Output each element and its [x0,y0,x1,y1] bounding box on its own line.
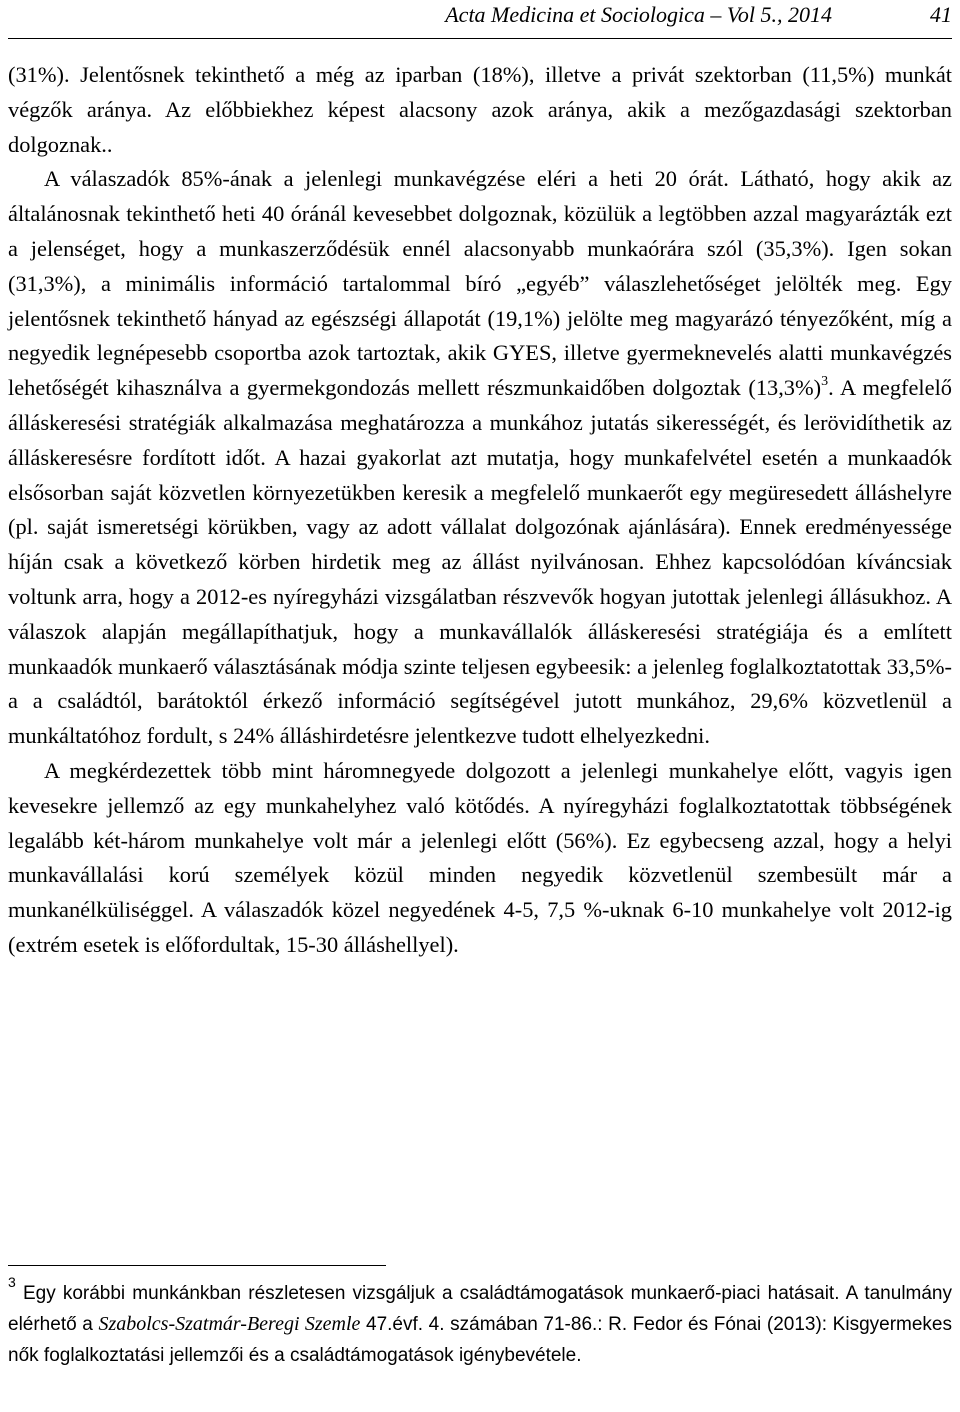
footnote-mark: 3 [8,1274,16,1290]
footnote [8,1274,953,1371]
journal-title: Acta Medicina et Sociologica – Vol 5., 2014 [445,2,832,27]
footnote-journal-title: Szabolcs-Szatmár-Beregi Szemle [98,1313,361,1335]
paragraph-2-text-a: A válaszadók 85%-ának a jelenlegi munkavégzése eléri a heti 20 órát. Látható, hogy akik az általánosnak tekinthető heti 40 óránál kevesebbet dolgoznak, közülük a legtöbben azzal magyarázták ezt a jelenséget, hogy a munkaszerződésük ennél alacsonyabb munkaórára szól (35,3%). Igen sokan (31,3%), a minimális információ tartalommal bíró „egyéb” válaszlehetőséget jelölték meg. Egy jelentősnek tekinthető hányad az egészségi állapotát (19,1%) jelölte meg magyarázó tényezőként, míg a negyedik legnépesebb csoportba azok tartoztak, akik GYES, illetve gyermeknevelés alatti munkavégzés lehetőségét kihasználva a gyermekgondozás mellett részmunkaidőben dolgoztak (13,3%) [8,166,952,401]
footnote-reference[interactable]: 3 [821,374,829,390]
paragraph-2-text-b: . A megfelelő álláskeresési stratégiák alkalmazása meghatározza a munkához jutatás sikerességét, és lerövidíthetik az álláskeresésre fordított időt. A hazai gyakorlat azt mutatja, hogy munkafelvétel esetén a munkaadók elsősorban saját közvetlen környezetükben keresik a megfelelő munkaerőt egy megüresedett álláshelyre (pl. saját ismeretségi körükben, vagy az adott vállalat dolgozónak ajánlására). Ennek eredményessége híján csak a következő körben hirdetik meg az állást nyilvánosan. Ehhez kapcsolódóan kíváncsiak voltunk arra, hogy a 2012-es nyíregyházi vizsgálatban részvevők hogyan jutottak jelenlegi állásukhoz. A válaszok alapján megállapíthatjuk, hogy a munkavállalók álláskeresési stratégiája és a említett munkaadók munkaerő választásának módja szinte teljesen egybeesik: a jelenleg foglalkoztatottak 33,5%-a a családtól, barátoktól érkező információ segítségével jutott munkához, 29,6% közvetlenül a munkáltatóhoz fordult, s 24% álláshirdetésre jelentkezve tudott elhelyezkedni. [8,375,952,749]
paragraph-2 [8,162,952,754]
page-number: 41 [930,2,952,27]
body-text [8,58,952,963]
running-header [8,0,952,39]
paragraph-3: A megkérdezettek több mint háromnegyede dolgozott a jelenlegi munkahelye előtt, vagyis igen kevesekre jellemző az egy munkahelyhez való kötődés. A nyíregyházi foglalkoztatottak többségének legalább két-három munkahelye volt már a jelenlegi előtt (56%). Ez egybecseng azzal, hogy a helyi munkavállalási korú személyek közül minden negyedik közvetlenül szembesült már a munkanélküliséggel. A válaszadók közel negyedének 4-5, 7,5 %-uknak 6-10 munkahelye volt 2012-ig (extrém esetek is előfordultak, 15-30 álláshellyel). [8,757,952,957]
paragraph-1: (31%). Jelentősnek tekinthető a még az iparban (18%), illetve a privát szektorban (11,5%) munkát végzők aránya. Az előbbiekhez képest alacsony azok aránya, akik a mezőgazdasági szektorban dolgoznak.. [8,62,952,157]
footnote-text-after: 47.évf. 4. számában 71-86.: R. Fedor és Fónai (2013): Kisgyermekes nők foglalkoztatási jellemzői és a családtámogatások igénybevétele. [8,1314,953,1366]
footnote-separator [8,1265,386,1266]
footnote-text-before: Egy korábbi munkánkban részletesen vizsgáljuk a családtámogatások munkaerő-piaci hatásait. A tanulmány elérhető a [8,1283,952,1335]
